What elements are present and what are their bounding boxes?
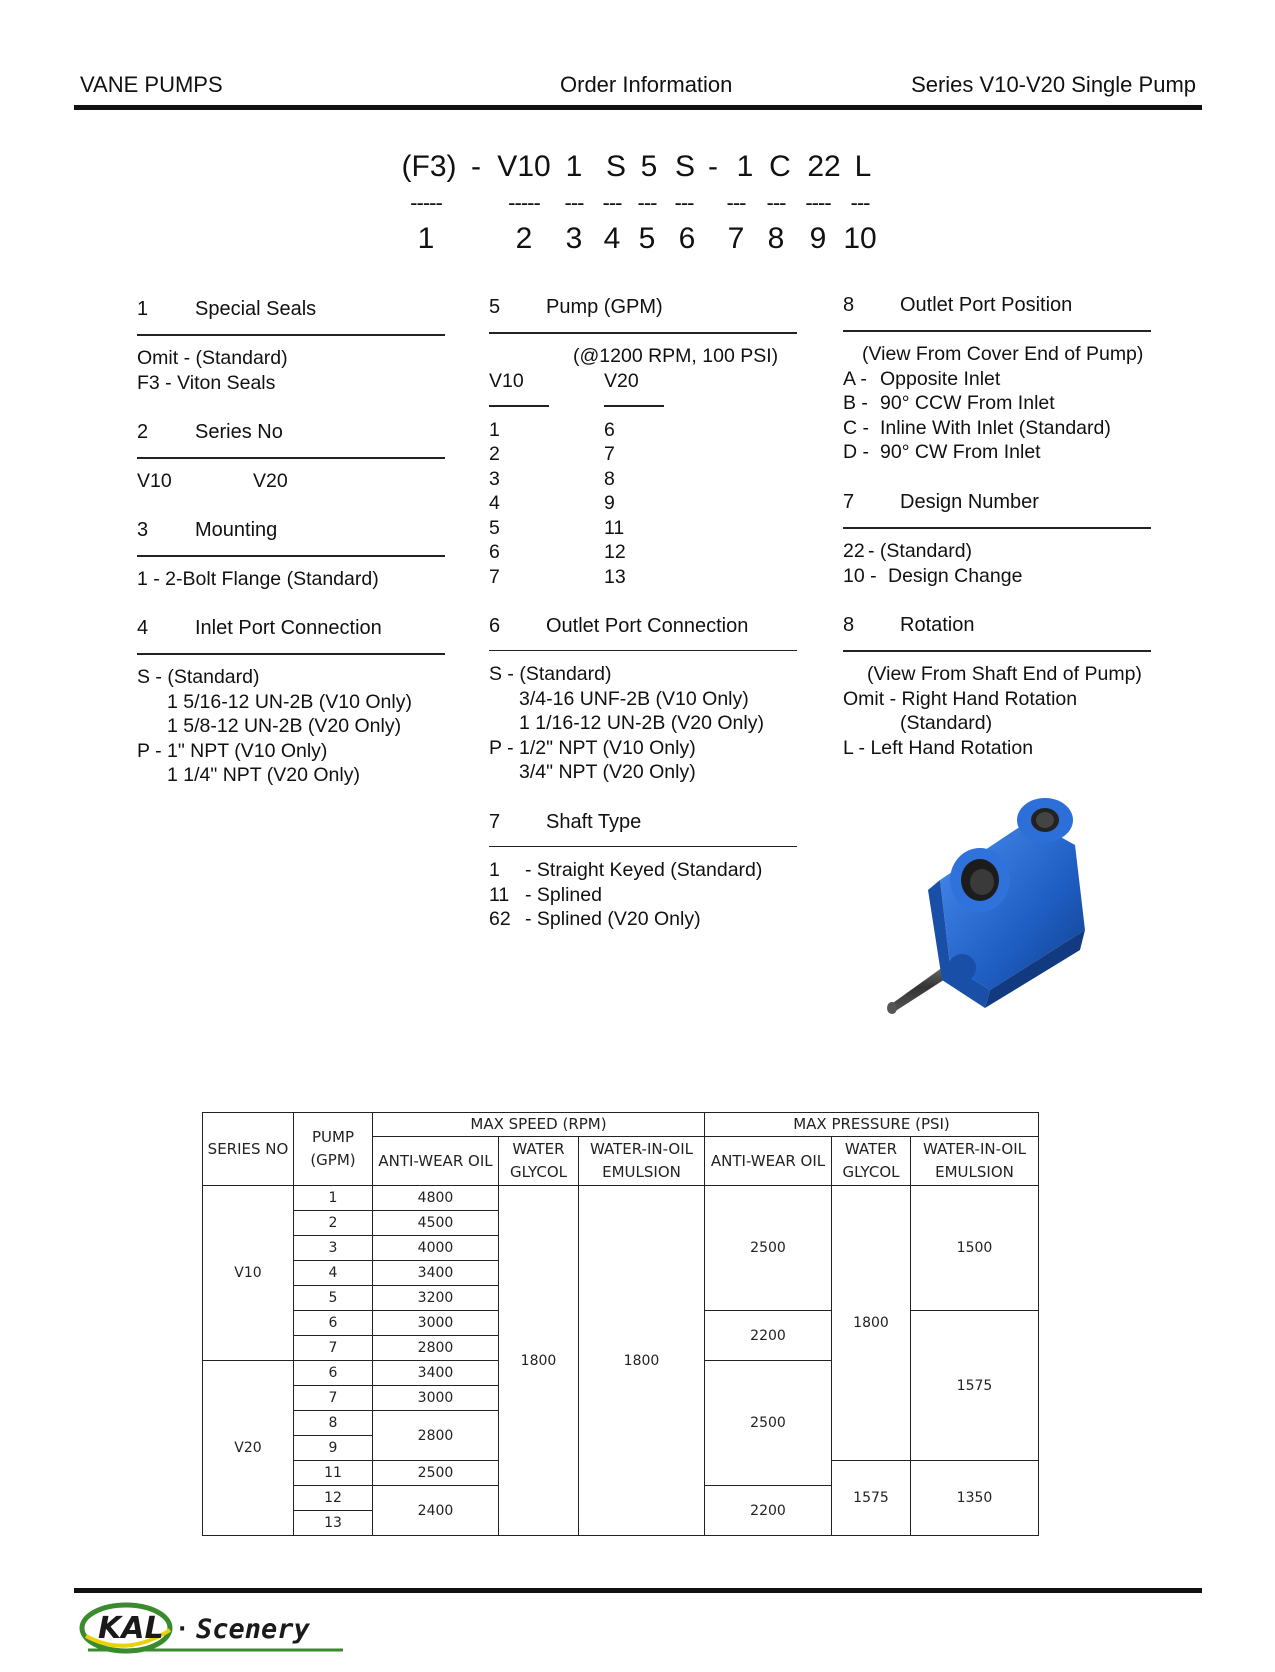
table-row: 9 (203, 1436, 1039, 1461)
section-title: Special Seals (195, 298, 317, 320)
table-row: 5 3200 (203, 1286, 1039, 1311)
cell-series: V20 (203, 1361, 294, 1536)
svg-text:KAL: KAL (98, 1611, 164, 1646)
section-title: Design Number (900, 491, 1039, 513)
table-row: 2 4500 (203, 1211, 1039, 1236)
header-water-in-oil-speed: WATER-IN-OIL EMULSION (579, 1137, 705, 1186)
code-part: S (605, 150, 627, 183)
header-pump: PUMP (GPM) (294, 1113, 373, 1186)
header-max-speed: MAX SPEED (RPM) (373, 1113, 705, 1137)
table-row: 11 2500 1575 1350 (203, 1461, 1039, 1486)
section-title: Series No (195, 421, 283, 443)
model-code-numbers: 1 2 3 4 5 6 7 8 9 10 (417, 222, 877, 255)
model-code-dashes: ----- ----- --- --- --- --- --- --- ---- --- (410, 190, 870, 215)
code-part: 1 (565, 150, 583, 183)
code-part: - (471, 150, 481, 183)
footer-rule (74, 1588, 1202, 1593)
section-title: Outlet Port Position (900, 294, 1073, 316)
table-row: 12 2400 2200 (203, 1486, 1039, 1511)
table-row: V20 6 3400 2500 (203, 1361, 1039, 1386)
table-row: 3 4000 (203, 1236, 1039, 1261)
header-right: Series V10-V20 Single Pump (911, 72, 1196, 97)
section-title: Outlet Port Connection (546, 615, 749, 637)
header-left: VANE PUMPS (80, 72, 223, 97)
vane-pump-image (880, 790, 1110, 1020)
code-part: 22 (807, 150, 841, 183)
section-title: Inlet Port Connection (195, 617, 382, 639)
cell-speed-water-glycol: 1800 (499, 1186, 579, 1536)
header-rule (74, 105, 1202, 110)
code-part: 1 (736, 150, 754, 183)
table-row: 8 2800 (203, 1411, 1039, 1436)
table-row: 6 3000 2200 1575 (203, 1311, 1039, 1336)
table-row: 4 3400 (203, 1261, 1039, 1286)
section-title: Mounting (195, 519, 278, 541)
code-part: C (769, 150, 791, 183)
header-water-in-oil-pressure: WATER-IN-OIL EMULSION (911, 1137, 1039, 1186)
header-anti-wear-pressure: ANTI-WEAR OIL (705, 1137, 832, 1186)
code-part: 5 (640, 150, 658, 183)
code-part: S (674, 150, 696, 183)
svg-text:Scenery: Scenery (196, 1614, 310, 1645)
kal-scenery-logo (78, 1600, 348, 1654)
code-part: L (854, 150, 872, 183)
table-row: 13 (203, 1511, 1039, 1536)
table-row: 7 2800 (203, 1336, 1039, 1361)
model-code (0, 150, 1275, 190)
code-part: (F3) (401, 150, 457, 183)
header-water-glycol-pressure: WATER GLYCOL (832, 1137, 911, 1186)
code-part: V10 (497, 150, 551, 183)
cell-series: V10 (203, 1186, 294, 1361)
section-title: Pump (GPM) (546, 296, 663, 318)
cell-speed-water-in-oil: 1800 (579, 1186, 705, 1536)
svg-text:·: · (178, 1617, 187, 1642)
table-row: V10 1 4800 1800 1800 2500 1800 1500 (203, 1186, 1039, 1211)
header-water-glycol-speed: WATER GLYCOL (499, 1137, 579, 1186)
spec-table (202, 1112, 1039, 1536)
header-max-pressure: MAX PRESSURE (PSI) (705, 1113, 1039, 1137)
section-title: Rotation (900, 614, 975, 636)
header-center: Order Information (560, 72, 733, 97)
header-anti-wear-speed: ANTI-WEAR OIL (373, 1137, 499, 1186)
section-title: Shaft Type (546, 811, 642, 833)
header-series-no: SERIES NO (203, 1113, 294, 1186)
table-row: 7 3000 (203, 1386, 1039, 1411)
code-part: - (708, 150, 718, 183)
